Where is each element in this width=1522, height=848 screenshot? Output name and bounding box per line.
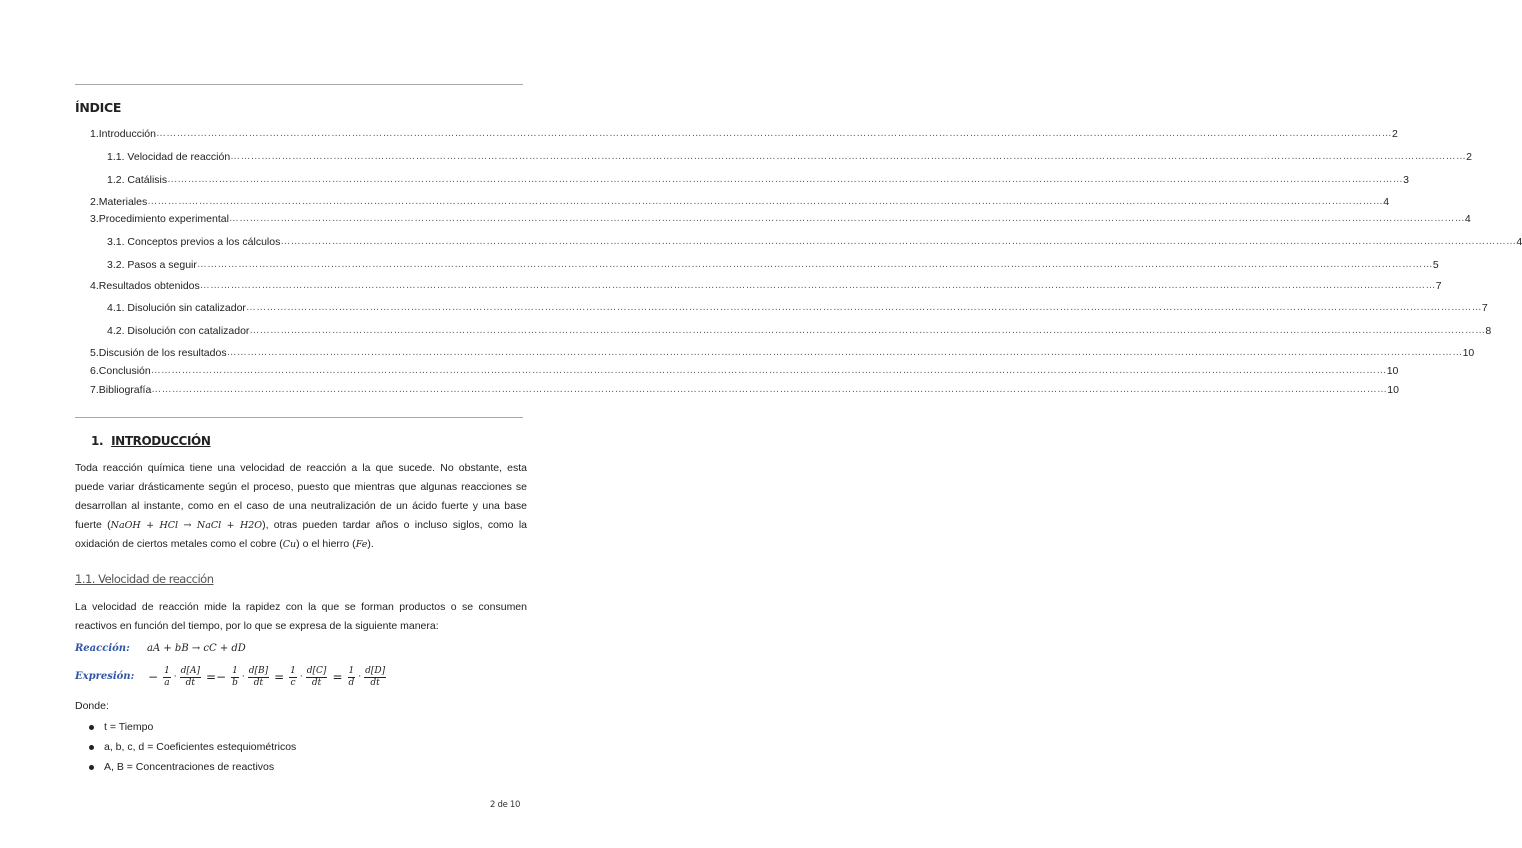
toc-number: 1. (90, 128, 99, 140)
equals-minus: =− (205, 670, 227, 684)
toc-label: Conclusión (98, 365, 151, 377)
dot: · (299, 672, 303, 682)
dot: · (241, 672, 245, 682)
toc-label: 1.2. Catálisis (107, 174, 168, 186)
toc-page-number: 2 (1466, 151, 1473, 163)
toc-page-number: 10 (1387, 384, 1399, 396)
toc-label: 4.1. Disolución sin catalizador (107, 302, 246, 314)
intro-text-c: ) o el hierro ( (296, 538, 356, 550)
intro-paragraph (75, 459, 527, 554)
coef-fraction-c: $\frac{1}{c}$ (290, 665, 296, 688)
toc-label: Introducción (98, 128, 156, 140)
subsection-title: 1.1. Velocidad de reacción (75, 572, 214, 586)
section-title (91, 434, 210, 448)
toc-item[interactable] (90, 194, 1390, 210)
bullet-icon (89, 725, 94, 730)
toc-leader-dots: ……………………………………………………………………………………………………………………………………………………………………………………………………………………………………………………………………………………………………………………………… (228, 213, 1465, 224)
toc-label: Bibliografía (98, 384, 152, 396)
coef-fraction-b: $\frac{1}{b}$ (232, 665, 238, 688)
toc-label: Materiales (98, 196, 148, 208)
toc-number: 6. (90, 365, 99, 377)
toc-item[interactable] (107, 323, 1492, 339)
section-title-text: INTRODUCCIÓN (111, 434, 211, 448)
page-number: 2 de 10 (490, 800, 521, 810)
toc-leader-dots: ……………………………………………………………………………………………………………………………………………………………………………………………………………………………………………………………………………………………………………………………… (150, 365, 1387, 376)
toc-leader-dots: ……………………………………………………………………………………………………………………………………………………………………………………………………………………………………………………………………………………………………………………………… (245, 302, 1482, 313)
toc-item[interactable] (107, 234, 1522, 250)
toc-page-number: 4 (1516, 236, 1522, 248)
toc-leader-dots: ……………………………………………………………………………………………………………………………………………………………………………………………………………………………………………………………………………………………………………………………… (147, 196, 1384, 207)
toc-label: Discusión de los resultados (98, 347, 227, 359)
top-rule (75, 84, 523, 85)
toc-item[interactable] (90, 345, 1475, 361)
toc-label: 1.1. Velocidad de reacción (107, 151, 231, 163)
toc-leader-dots: ……………………………………………………………………………………………………………………………………………………………………………………………………………………………………………………………………………………………………………………………… (230, 151, 1467, 162)
coef-fraction-a: $\frac{1}{a}$ (164, 665, 170, 688)
rate-paragraph: La velocidad de reacción mide la rapidez con la que se forman productos o se consumen reactivos en función del tiempo, por lo que se expresa de la siguiente manera: (75, 601, 527, 632)
deriv-fraction-c: $\frac{d[C]}{dt}$ (306, 665, 327, 688)
toc-page-number: 4 (1464, 213, 1471, 225)
toc-item[interactable] (90, 126, 1398, 142)
toc-number: 5. (90, 347, 99, 359)
intro-text-d: ). (367, 538, 374, 550)
toc-item[interactable] (107, 149, 1473, 165)
equals: = (332, 670, 343, 684)
toc-page-number: 10 (1386, 365, 1399, 377)
bullet-icon (89, 745, 94, 750)
toc-label: 3.1. Conceptos previos a los cálculos (107, 236, 281, 248)
toc-page-number: 4 (1383, 196, 1390, 208)
equals: = (274, 670, 285, 684)
toc-number: 4. (90, 280, 99, 292)
toc-item[interactable] (107, 172, 1409, 188)
toc-page-number: 5 (1432, 259, 1439, 271)
toc-item[interactable] (90, 278, 1442, 294)
list-item: a, b, c, d = Coeficientes estequiométricos (89, 741, 296, 753)
reaction-label: Reacción: (75, 643, 130, 654)
deriv-fraction-d: $\frac{d[D]}{dt}$ (365, 665, 386, 688)
dot: · (173, 672, 177, 682)
toc-leader-dots: ……………………………………………………………………………………………………………………………………………………………………………………………………………………………………………………………………………………………………………………………… (196, 259, 1433, 270)
toc-page-number: 2 (1391, 128, 1398, 140)
neutralization-formula: NaOH + HCl → NaCl + H2O (110, 520, 263, 531)
toc-page-number: 7 (1435, 280, 1442, 292)
toc-item[interactable] (107, 300, 1488, 316)
donde-label: Donde: (75, 700, 109, 712)
toc-number: 7. (90, 384, 99, 396)
list-item: A, B = Concentraciones de reactivos (89, 761, 274, 773)
toc-item[interactable] (90, 211, 1471, 227)
toc-label: 3.2. Pasos a seguir (107, 259, 197, 271)
toc-leader-dots: ……………………………………………………………………………………………………………………………………………………………………………………………………………………………………………………………………………………………………………………………… (155, 128, 1392, 139)
toc-number: 2. (90, 196, 99, 208)
iron-symbol: Fe (355, 539, 368, 550)
toc-leader-dots: ……………………………………………………………………………………………………………………………………………………………………………………………………………………………………………………………………………………………………………………………… (151, 384, 1388, 395)
deriv-fraction-b: $\frac{d[B]}{dt}$ (248, 665, 269, 688)
toc-leader-dots: ……………………………………………………………………………………………………………………………………………………………………………………………………………………………………………………………………………………………………………………………… (199, 280, 1436, 291)
toc-label: Resultados obtenidos (98, 280, 200, 292)
intro-text-a: Toda reacción química tiene una velocidad de reacción a la que sucede. No obstante, esta puede variar drásticamente según el proceso, puesto que mientras que algunas reacciones se desarrollan al instante, como en el caso de una neutralización de un ácido fuerte y una base fuerte ( (75, 462, 527, 531)
toc-item[interactable] (90, 382, 1399, 398)
deriv-fraction-a: $\frac{d[A]}{dt}$ (180, 665, 200, 688)
bullet-icon (89, 765, 94, 770)
rate-expression (145, 662, 388, 692)
minus-sign: − (148, 670, 159, 684)
toc-leader-dots: ……………………………………………………………………………………………………………………………………………………………………………………………………………………………………………………………………………………………………………………………… (249, 325, 1486, 336)
copper-symbol: Cu (282, 539, 297, 550)
toc-leader-dots: ……………………………………………………………………………………………………………………………………………………………………………………………………………………………………………………………………………………………………………………………… (280, 236, 1517, 247)
toc-number: 3. (90, 213, 99, 225)
index-bottom-rule (75, 417, 523, 418)
toc-page-number: 7 (1481, 302, 1488, 314)
reaction-equation: aA + bB → cC + dD (147, 643, 246, 654)
intro-text-b: ), otras pueden tardar años o incluso siglos, como la oxidación de ciertos metales como el cobre ( (75, 519, 528, 550)
toc-page-number: 8 (1485, 325, 1492, 337)
expression-label: Expresión: (75, 671, 135, 682)
toc-item[interactable] (90, 363, 1399, 379)
toc-label: 4.2. Disolución con catalizador (107, 325, 250, 337)
toc-page-number: 3 (1403, 174, 1409, 186)
toc-page-number: 10 (1462, 347, 1475, 359)
toc-leader-dots: ……………………………………………………………………………………………………………………………………………………………………………………………………………………………………………………………………………………………………………………………… (167, 174, 1404, 185)
index-title: ÍNDICE (75, 100, 122, 115)
toc-label: Procedimiento experimental (98, 213, 229, 225)
toc-item[interactable] (107, 257, 1439, 273)
section-number: 1. (91, 434, 104, 448)
toc-leader-dots: ……………………………………………………………………………………………………………………………………………………………………………………………………………………………………………………………………………………………………………………………… (226, 347, 1463, 358)
coef-fraction-d: $\frac{1}{d}$ (348, 665, 355, 688)
list-item: t = Tiempo (89, 721, 153, 733)
dot: · (358, 672, 362, 682)
